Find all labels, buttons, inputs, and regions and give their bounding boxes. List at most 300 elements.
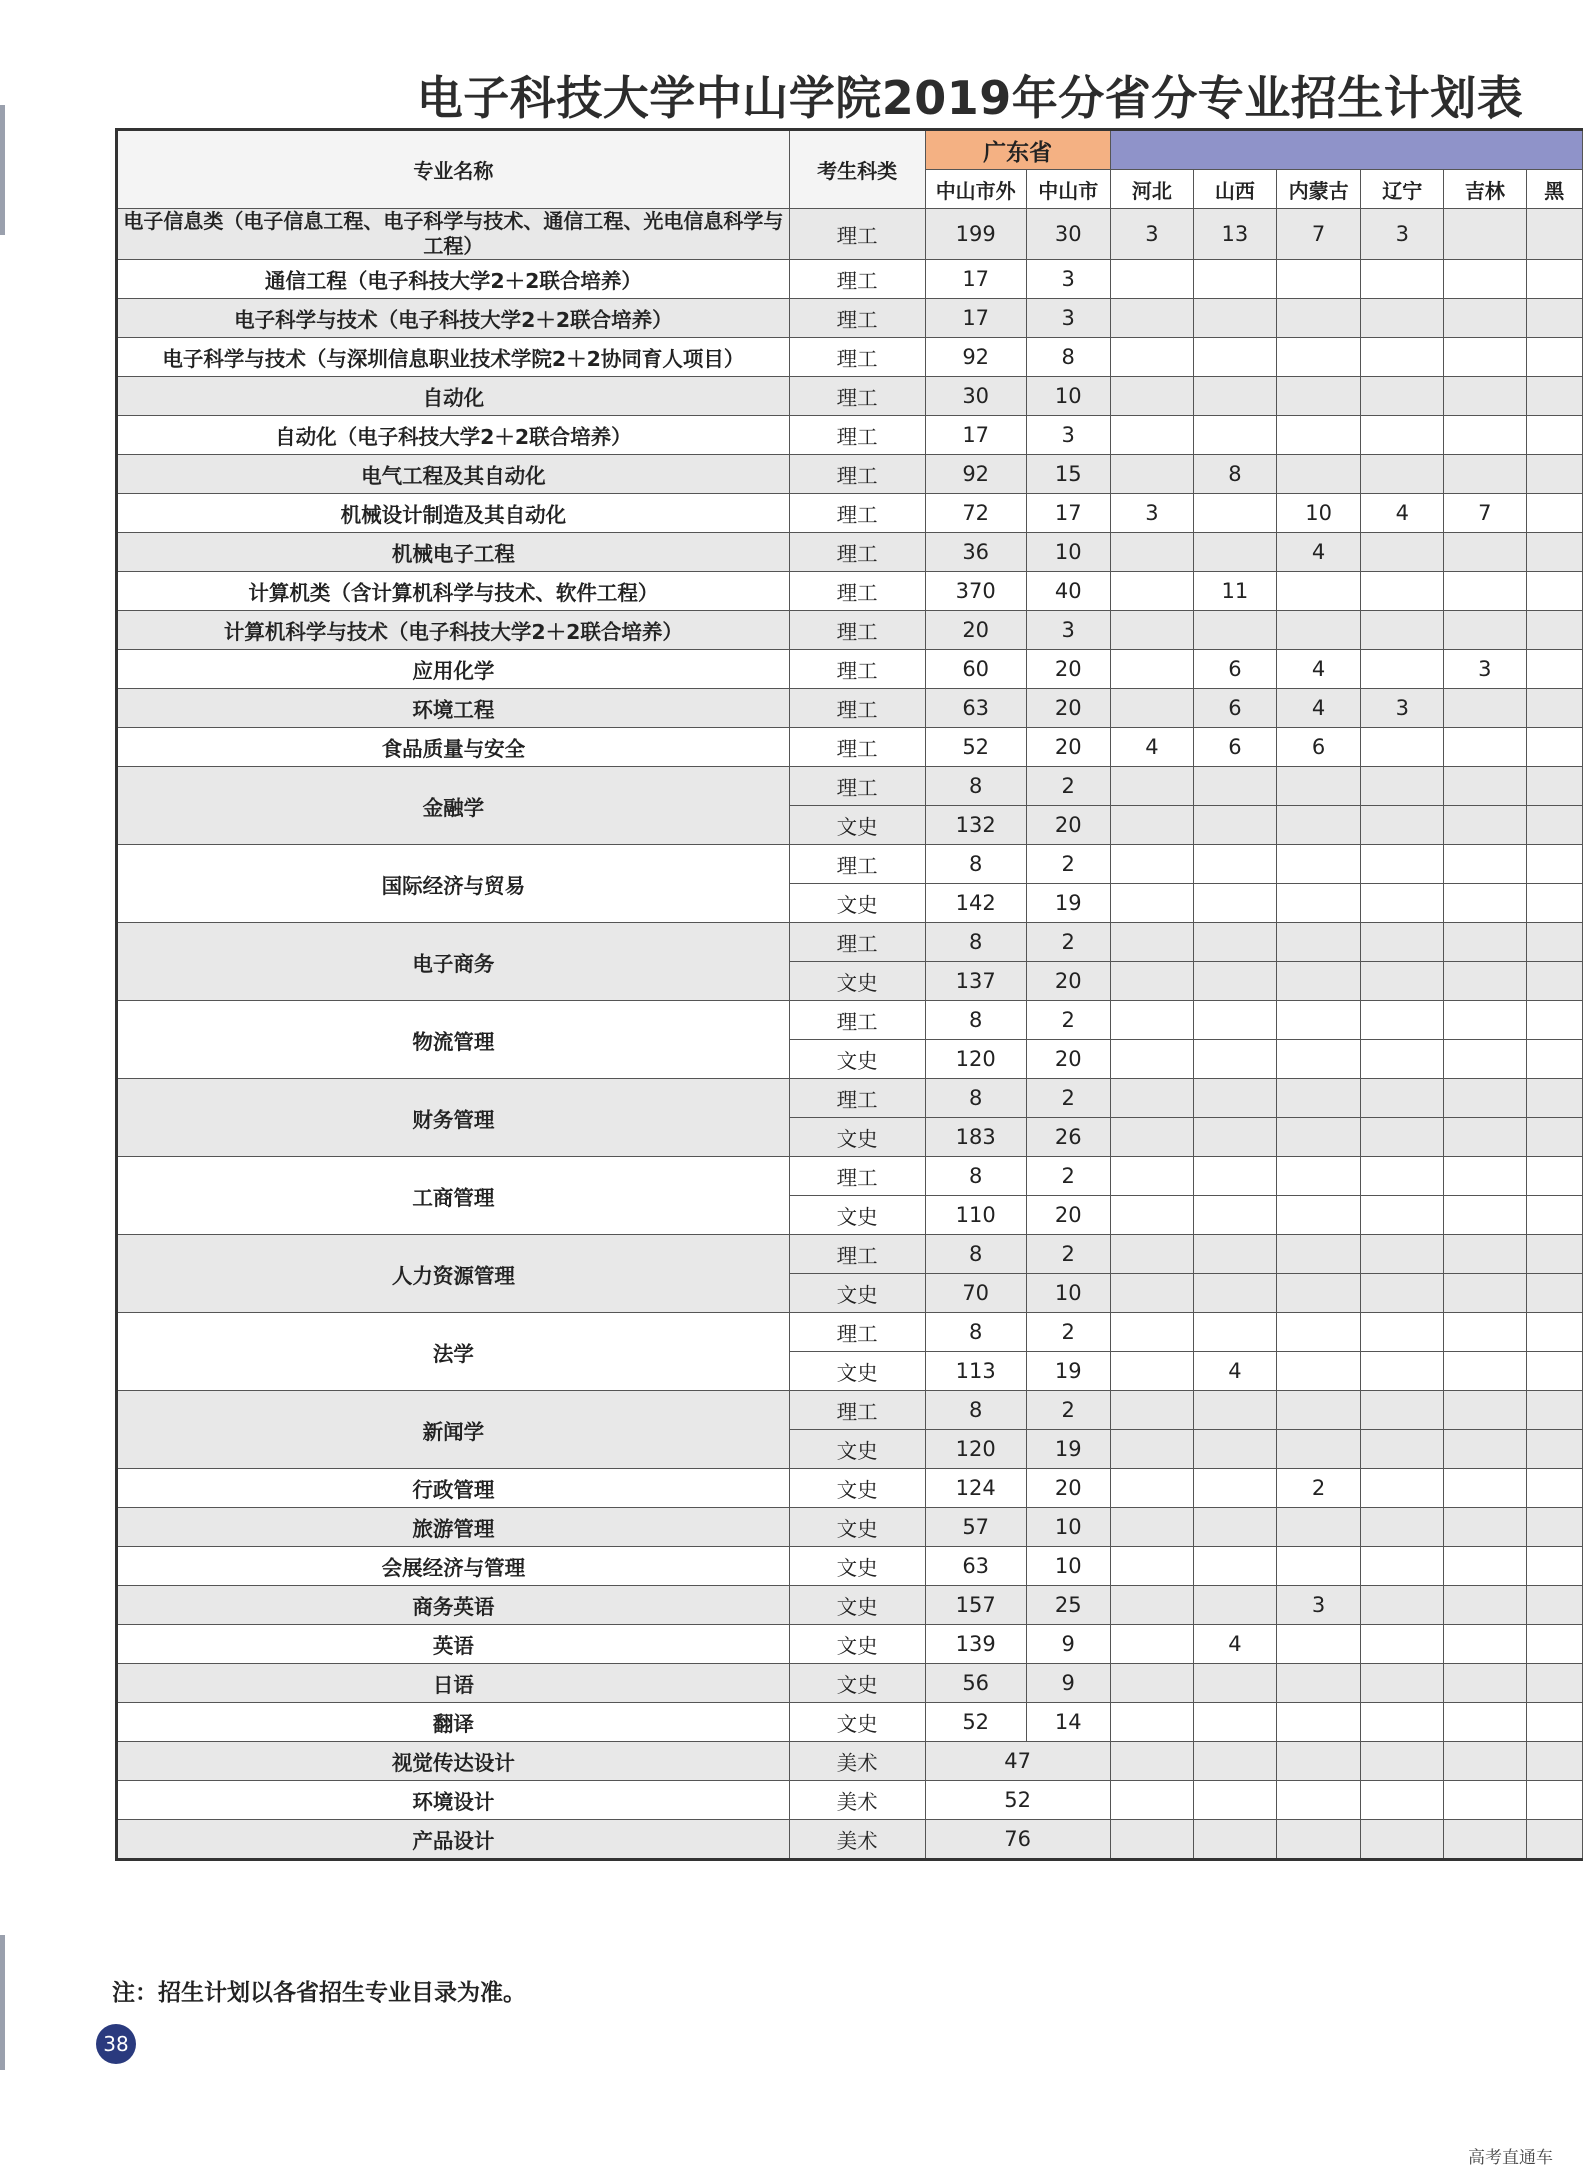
province-cell-liaoning [1361, 1586, 1444, 1625]
gd-outside-zhongshan-cell: 20 [925, 611, 1026, 650]
table-row [117, 260, 1583, 299]
province-cell-liaoning: 3 [1361, 209, 1444, 260]
category-cell: 理工 [789, 650, 925, 689]
category-cell: 文史 [789, 1118, 925, 1157]
province-cell-liaoning [1361, 299, 1444, 338]
province-cell-hebei [1110, 416, 1193, 455]
province-cell-shanxi [1194, 1235, 1277, 1274]
province-cell-hebei [1110, 572, 1193, 611]
province-cell-jilin [1444, 1274, 1527, 1313]
major-name: 人力资源管理 [117, 1235, 790, 1313]
province-cell-neimenggu [1276, 1781, 1361, 1820]
category-cell: 理工 [789, 1157, 925, 1196]
province-cell-jilin [1444, 728, 1527, 767]
header-province-neimenggu: 内蒙古 [1276, 170, 1361, 209]
category-cell: 文史 [789, 1586, 925, 1625]
province-cell-heilongjiang [1526, 1079, 1582, 1118]
major-name: 行政管理 [117, 1469, 790, 1508]
province-cell-neimenggu [1276, 1352, 1361, 1391]
table-row [117, 1820, 1583, 1860]
province-cell-neimenggu [1276, 1391, 1361, 1430]
category-cell: 理工 [789, 416, 925, 455]
category-cell: 理工 [789, 689, 925, 728]
province-cell-heilongjiang [1526, 209, 1582, 260]
province-cell-heilongjiang [1526, 767, 1582, 806]
province-cell-jilin [1444, 884, 1527, 923]
province-cell-jilin [1444, 1625, 1527, 1664]
province-cell-heilongjiang [1526, 1118, 1582, 1157]
category-cell: 理工 [789, 455, 925, 494]
gd-zhongshan-cell: 30 [1026, 209, 1110, 260]
gd-outside-zhongshan-cell: 113 [925, 1352, 1026, 1391]
major-name: 电子科学与技术（与深圳信息职业技术学院2＋2协同育人项目） [117, 338, 790, 377]
province-cell-neimenggu [1276, 1547, 1361, 1586]
category-cell: 理工 [789, 299, 925, 338]
province-cell-hebei [1110, 1703, 1193, 1742]
gd-zhongshan-cell: 40 [1026, 572, 1110, 611]
gd-outside-zhongshan-cell: 8 [925, 1157, 1026, 1196]
province-cell-shanxi [1194, 338, 1277, 377]
province-cell-neimenggu [1276, 1313, 1361, 1352]
category-cell: 理工 [789, 1079, 925, 1118]
gd-zhongshan-cell: 2 [1026, 1079, 1110, 1118]
major-name: 产品设计 [117, 1820, 790, 1860]
major-name: 商务英语 [117, 1586, 790, 1625]
table-row [117, 1547, 1583, 1586]
province-cell-shanxi: 6 [1194, 689, 1277, 728]
province-cell-jilin [1444, 962, 1527, 1001]
province-cell-liaoning [1361, 1157, 1444, 1196]
province-cell-heilongjiang [1526, 1313, 1582, 1352]
province-cell-heilongjiang [1526, 572, 1582, 611]
category-cell: 理工 [789, 377, 925, 416]
province-cell-neimenggu [1276, 1001, 1361, 1040]
province-cell-neimenggu [1276, 962, 1361, 1001]
gd-total-cell: 52 [925, 1781, 1110, 1820]
province-cell-neimenggu [1276, 377, 1361, 416]
province-cell-liaoning [1361, 1391, 1444, 1430]
table-row [117, 1586, 1583, 1625]
province-cell-shanxi: 6 [1194, 650, 1277, 689]
category-cell: 理工 [789, 1391, 925, 1430]
gd-zhongshan-cell: 2 [1026, 1235, 1110, 1274]
gd-outside-zhongshan-cell: 70 [925, 1274, 1026, 1313]
province-cell-shanxi [1194, 1508, 1277, 1547]
province-cell-jilin [1444, 611, 1527, 650]
table-row [117, 728, 1583, 767]
gd-outside-zhongshan-cell: 183 [925, 1118, 1026, 1157]
table-row [117, 1469, 1583, 1508]
province-cell-jilin [1444, 533, 1527, 572]
province-cell-hebei: 3 [1110, 494, 1193, 533]
header-province-heilongjiang: 黑 [1526, 170, 1582, 209]
province-cell-heilongjiang [1526, 1157, 1582, 1196]
major-name: 机械电子工程 [117, 533, 790, 572]
gd-outside-zhongshan-cell: 142 [925, 884, 1026, 923]
province-cell-heilongjiang [1526, 494, 1582, 533]
gd-outside-zhongshan-cell: 52 [925, 1703, 1026, 1742]
category-cell: 文史 [789, 884, 925, 923]
province-cell-hebei [1110, 377, 1193, 416]
province-cell-jilin [1444, 806, 1527, 845]
province-cell-neimenggu [1276, 1508, 1361, 1547]
province-cell-hebei [1110, 1313, 1193, 1352]
table-row [117, 1313, 1583, 1352]
province-cell-liaoning [1361, 1820, 1444, 1860]
table-row [117, 1079, 1583, 1118]
province-cell-neimenggu [1276, 260, 1361, 299]
province-cell-jilin [1444, 923, 1527, 962]
gd-outside-zhongshan-cell: 199 [925, 209, 1026, 260]
province-cell-shanxi [1194, 494, 1277, 533]
province-cell-shanxi [1194, 1196, 1277, 1235]
gd-outside-zhongshan-cell: 17 [925, 299, 1026, 338]
province-cell-jilin [1444, 1508, 1527, 1547]
gd-zhongshan-cell: 19 [1026, 1352, 1110, 1391]
province-cell-hebei: 4 [1110, 728, 1193, 767]
province-cell-neimenggu [1276, 1079, 1361, 1118]
category-cell: 文史 [789, 1508, 925, 1547]
gd-outside-zhongshan-cell: 120 [925, 1430, 1026, 1469]
province-cell-neimenggu [1276, 299, 1361, 338]
gd-zhongshan-cell: 10 [1026, 1274, 1110, 1313]
province-cell-jilin [1444, 1352, 1527, 1391]
table-row [117, 650, 1583, 689]
province-cell-neimenggu [1276, 1664, 1361, 1703]
gd-zhongshan-cell: 20 [1026, 689, 1110, 728]
province-cell-heilongjiang [1526, 650, 1582, 689]
province-cell-hebei [1110, 1664, 1193, 1703]
table-row [117, 416, 1583, 455]
province-cell-liaoning [1361, 845, 1444, 884]
province-cell-shanxi [1194, 1040, 1277, 1079]
major-name: 环境设计 [117, 1781, 790, 1820]
province-cell-heilongjiang [1526, 611, 1582, 650]
province-cell-jilin [1444, 1235, 1527, 1274]
enrollment-plan-table [115, 128, 1583, 1861]
province-cell-heilongjiang [1526, 1196, 1582, 1235]
province-cell-jilin [1444, 260, 1527, 299]
province-cell-jilin [1444, 572, 1527, 611]
province-cell-heilongjiang [1526, 1625, 1582, 1664]
header-province-hebei: 河北 [1110, 170, 1193, 209]
province-cell-hebei [1110, 650, 1193, 689]
province-cell-jilin [1444, 1313, 1527, 1352]
major-name: 物流管理 [117, 1001, 790, 1079]
province-cell-neimenggu [1276, 416, 1361, 455]
province-cell-liaoning [1361, 1274, 1444, 1313]
gd-zhongshan-cell: 20 [1026, 962, 1110, 1001]
province-cell-liaoning [1361, 1235, 1444, 1274]
province-cell-liaoning [1361, 923, 1444, 962]
gd-zhongshan-cell: 3 [1026, 611, 1110, 650]
province-cell-shanxi [1194, 1157, 1277, 1196]
province-cell-heilongjiang [1526, 728, 1582, 767]
province-cell-neimenggu [1276, 1196, 1361, 1235]
province-cell-hebei [1110, 767, 1193, 806]
major-name: 财务管理 [117, 1079, 790, 1157]
page-title: 电子科技大学中山学院2019年分省分专业招生计划表 [416, 71, 1524, 125]
province-cell-jilin [1444, 1196, 1527, 1235]
province-cell-liaoning [1361, 572, 1444, 611]
category-cell: 文史 [789, 1040, 925, 1079]
table-row [117, 611, 1583, 650]
gd-zhongshan-cell: 8 [1026, 338, 1110, 377]
major-name: 自动化 [117, 377, 790, 416]
gd-total-cell: 76 [925, 1820, 1110, 1860]
major-name: 机械设计制造及其自动化 [117, 494, 790, 533]
table-row [117, 299, 1583, 338]
category-cell: 文史 [789, 1625, 925, 1664]
province-cell-liaoning [1361, 1313, 1444, 1352]
major-name: 工商管理 [117, 1157, 790, 1235]
province-cell-liaoning [1361, 1664, 1444, 1703]
province-cell-heilongjiang [1526, 689, 1582, 728]
major-name: 国际经济与贸易 [117, 845, 790, 923]
category-cell: 文史 [789, 1664, 925, 1703]
gd-zhongshan-cell: 20 [1026, 806, 1110, 845]
province-cell-jilin: 3 [1444, 650, 1527, 689]
province-cell-jilin [1444, 1430, 1527, 1469]
gd-outside-zhongshan-cell: 8 [925, 1313, 1026, 1352]
category-cell: 理工 [789, 209, 925, 260]
gd-zhongshan-cell: 3 [1026, 299, 1110, 338]
province-cell-jilin [1444, 1157, 1527, 1196]
gd-zhongshan-cell: 3 [1026, 416, 1110, 455]
header-province-guangdong: 广东省 [925, 130, 1110, 170]
province-cell-heilongjiang [1526, 1742, 1582, 1781]
province-cell-heilongjiang [1526, 923, 1582, 962]
table-row [117, 377, 1583, 416]
category-cell: 理工 [789, 533, 925, 572]
major-name: 视觉传达设计 [117, 1742, 790, 1781]
province-cell-heilongjiang [1526, 416, 1582, 455]
table-row [117, 1625, 1583, 1664]
province-cell-heilongjiang [1526, 1781, 1582, 1820]
gd-zhongshan-cell: 26 [1026, 1118, 1110, 1157]
gd-outside-zhongshan-cell: 56 [925, 1664, 1026, 1703]
province-cell-hebei [1110, 845, 1193, 884]
gd-outside-zhongshan-cell: 8 [925, 1235, 1026, 1274]
gd-outside-zhongshan-cell: 137 [925, 962, 1026, 1001]
province-cell-heilongjiang [1526, 845, 1582, 884]
province-cell-neimenggu [1276, 455, 1361, 494]
province-cell-heilongjiang [1526, 299, 1582, 338]
province-cell-jilin [1444, 1118, 1527, 1157]
header-province-band [1110, 130, 1582, 170]
category-cell: 文史 [789, 1274, 925, 1313]
gd-outside-zhongshan-cell: 57 [925, 1508, 1026, 1547]
province-cell-shanxi [1194, 1118, 1277, 1157]
major-name: 电子商务 [117, 923, 790, 1001]
province-cell-shanxi: 11 [1194, 572, 1277, 611]
gd-zhongshan-cell: 2 [1026, 1313, 1110, 1352]
gd-zhongshan-cell: 2 [1026, 845, 1110, 884]
province-cell-liaoning [1361, 1625, 1444, 1664]
province-cell-jilin [1444, 1547, 1527, 1586]
province-cell-hebei [1110, 1781, 1193, 1820]
category-cell: 理工 [789, 923, 925, 962]
category-cell: 理工 [789, 572, 925, 611]
gd-outside-zhongshan-cell: 60 [925, 650, 1026, 689]
gd-outside-zhongshan-cell: 17 [925, 416, 1026, 455]
province-cell-jilin [1444, 377, 1527, 416]
gd-zhongshan-cell: 14 [1026, 1703, 1110, 1742]
province-cell-hebei [1110, 1391, 1193, 1430]
gd-outside-zhongshan-cell: 63 [925, 1547, 1026, 1586]
province-cell-jilin [1444, 1703, 1527, 1742]
province-cell-liaoning [1361, 1430, 1444, 1469]
province-cell-neimenggu: 2 [1276, 1469, 1361, 1508]
province-cell-hebei [1110, 1547, 1193, 1586]
header-province-liaoning: 辽宁 [1361, 170, 1444, 209]
gd-zhongshan-cell: 20 [1026, 1469, 1110, 1508]
major-name: 通信工程（电子科技大学2＋2联合培养） [117, 260, 790, 299]
province-cell-shanxi [1194, 1391, 1277, 1430]
province-cell-shanxi [1194, 1742, 1277, 1781]
province-cell-neimenggu: 10 [1276, 494, 1361, 533]
province-cell-shanxi [1194, 1313, 1277, 1352]
category-cell: 理工 [789, 1313, 925, 1352]
province-cell-neimenggu [1276, 845, 1361, 884]
province-cell-shanxi: 8 [1194, 455, 1277, 494]
province-cell-neimenggu: 3 [1276, 1586, 1361, 1625]
province-cell-jilin: 7 [1444, 494, 1527, 533]
gd-zhongshan-cell: 2 [1026, 767, 1110, 806]
header-province-shanxi: 山西 [1194, 170, 1277, 209]
province-cell-liaoning [1361, 455, 1444, 494]
table-row [117, 494, 1583, 533]
footnote: 注：招生计划以各省招生专业目录为准。 [112, 1980, 526, 2006]
major-name: 金融学 [117, 767, 790, 845]
province-cell-neimenggu [1276, 611, 1361, 650]
gd-zhongshan-cell: 20 [1026, 728, 1110, 767]
province-cell-neimenggu [1276, 1157, 1361, 1196]
province-cell-neimenggu [1276, 1118, 1361, 1157]
gd-zhongshan-cell: 10 [1026, 1547, 1110, 1586]
major-name: 会展经济与管理 [117, 1547, 790, 1586]
province-cell-shanxi [1194, 260, 1277, 299]
province-cell-hebei [1110, 806, 1193, 845]
major-name: 翻译 [117, 1703, 790, 1742]
gd-zhongshan-cell: 20 [1026, 650, 1110, 689]
province-cell-neimenggu: 4 [1276, 533, 1361, 572]
province-cell-shanxi [1194, 1820, 1277, 1860]
province-cell-heilongjiang [1526, 1352, 1582, 1391]
province-cell-liaoning [1361, 1703, 1444, 1742]
category-cell: 美术 [789, 1820, 925, 1860]
province-cell-jilin [1444, 1079, 1527, 1118]
province-cell-shanxi: 4 [1194, 1625, 1277, 1664]
province-cell-heilongjiang [1526, 1469, 1582, 1508]
province-cell-heilongjiang [1526, 533, 1582, 572]
category-cell: 理工 [789, 767, 925, 806]
province-cell-hebei [1110, 1742, 1193, 1781]
province-cell-shanxi [1194, 533, 1277, 572]
page-number-badge: 38 [96, 2024, 136, 2064]
gd-outside-zhongshan-cell: 52 [925, 728, 1026, 767]
province-cell-hebei [1110, 1274, 1193, 1313]
province-cell-heilongjiang [1526, 1001, 1582, 1040]
table-row [117, 1391, 1583, 1430]
gd-zhongshan-cell: 17 [1026, 494, 1110, 533]
header-gd-zhongshan: 中山市 [1026, 170, 1110, 209]
table-row [117, 1742, 1583, 1781]
province-cell-hebei [1110, 884, 1193, 923]
province-cell-liaoning [1361, 1469, 1444, 1508]
category-cell: 文史 [789, 1469, 925, 1508]
province-cell-liaoning [1361, 533, 1444, 572]
category-cell: 理工 [789, 611, 925, 650]
province-cell-heilongjiang [1526, 260, 1582, 299]
category-cell: 文史 [789, 1430, 925, 1469]
watermark: 高考直通车 [1468, 2148, 1553, 2168]
table-row [117, 1664, 1583, 1703]
province-cell-liaoning [1361, 1742, 1444, 1781]
province-cell-shanxi [1194, 767, 1277, 806]
province-cell-hebei [1110, 1157, 1193, 1196]
province-cell-hebei [1110, 611, 1193, 650]
gd-zhongshan-cell: 10 [1026, 1508, 1110, 1547]
province-cell-hebei [1110, 299, 1193, 338]
province-cell-hebei [1110, 1820, 1193, 1860]
gd-outside-zhongshan-cell: 8 [925, 1001, 1026, 1040]
province-cell-heilongjiang [1526, 1235, 1582, 1274]
province-cell-liaoning [1361, 377, 1444, 416]
province-cell-shanxi [1194, 1001, 1277, 1040]
province-cell-shanxi [1194, 806, 1277, 845]
province-cell-neimenggu: 4 [1276, 650, 1361, 689]
province-cell-neimenggu [1276, 884, 1361, 923]
category-cell: 文史 [789, 1547, 925, 1586]
province-cell-shanxi [1194, 1430, 1277, 1469]
province-cell-liaoning [1361, 884, 1444, 923]
province-cell-shanxi [1194, 1703, 1277, 1742]
gd-outside-zhongshan-cell: 8 [925, 767, 1026, 806]
gd-outside-zhongshan-cell: 110 [925, 1196, 1026, 1235]
category-cell: 美术 [789, 1742, 925, 1781]
province-cell-heilongjiang [1526, 806, 1582, 845]
province-cell-heilongjiang [1526, 1703, 1582, 1742]
table-row [117, 209, 1583, 260]
province-cell-jilin [1444, 1742, 1527, 1781]
province-cell-liaoning [1361, 650, 1444, 689]
province-cell-liaoning [1361, 767, 1444, 806]
province-cell-jilin [1444, 1664, 1527, 1703]
province-cell-neimenggu [1276, 1742, 1361, 1781]
gd-zhongshan-cell: 2 [1026, 1001, 1110, 1040]
major-name: 日语 [117, 1664, 790, 1703]
table-row [117, 1001, 1583, 1040]
category-cell: 理工 [789, 338, 925, 377]
province-cell-neimenggu [1276, 338, 1361, 377]
province-cell-neimenggu [1276, 572, 1361, 611]
category-cell: 理工 [789, 1235, 925, 1274]
category-cell: 文史 [789, 806, 925, 845]
province-cell-shanxi [1194, 1664, 1277, 1703]
province-cell-shanxi: 13 [1194, 209, 1277, 260]
table-row [117, 845, 1583, 884]
category-cell: 文史 [789, 1352, 925, 1391]
province-cell-shanxi [1194, 1547, 1277, 1586]
table-row [117, 1235, 1583, 1274]
province-cell-hebei [1110, 962, 1193, 1001]
province-cell-hebei [1110, 1001, 1193, 1040]
province-cell-hebei [1110, 1352, 1193, 1391]
province-cell-shanxi [1194, 1274, 1277, 1313]
province-cell-hebei [1110, 1469, 1193, 1508]
major-name: 计算机类（含计算机科学与技术、软件工程） [117, 572, 790, 611]
